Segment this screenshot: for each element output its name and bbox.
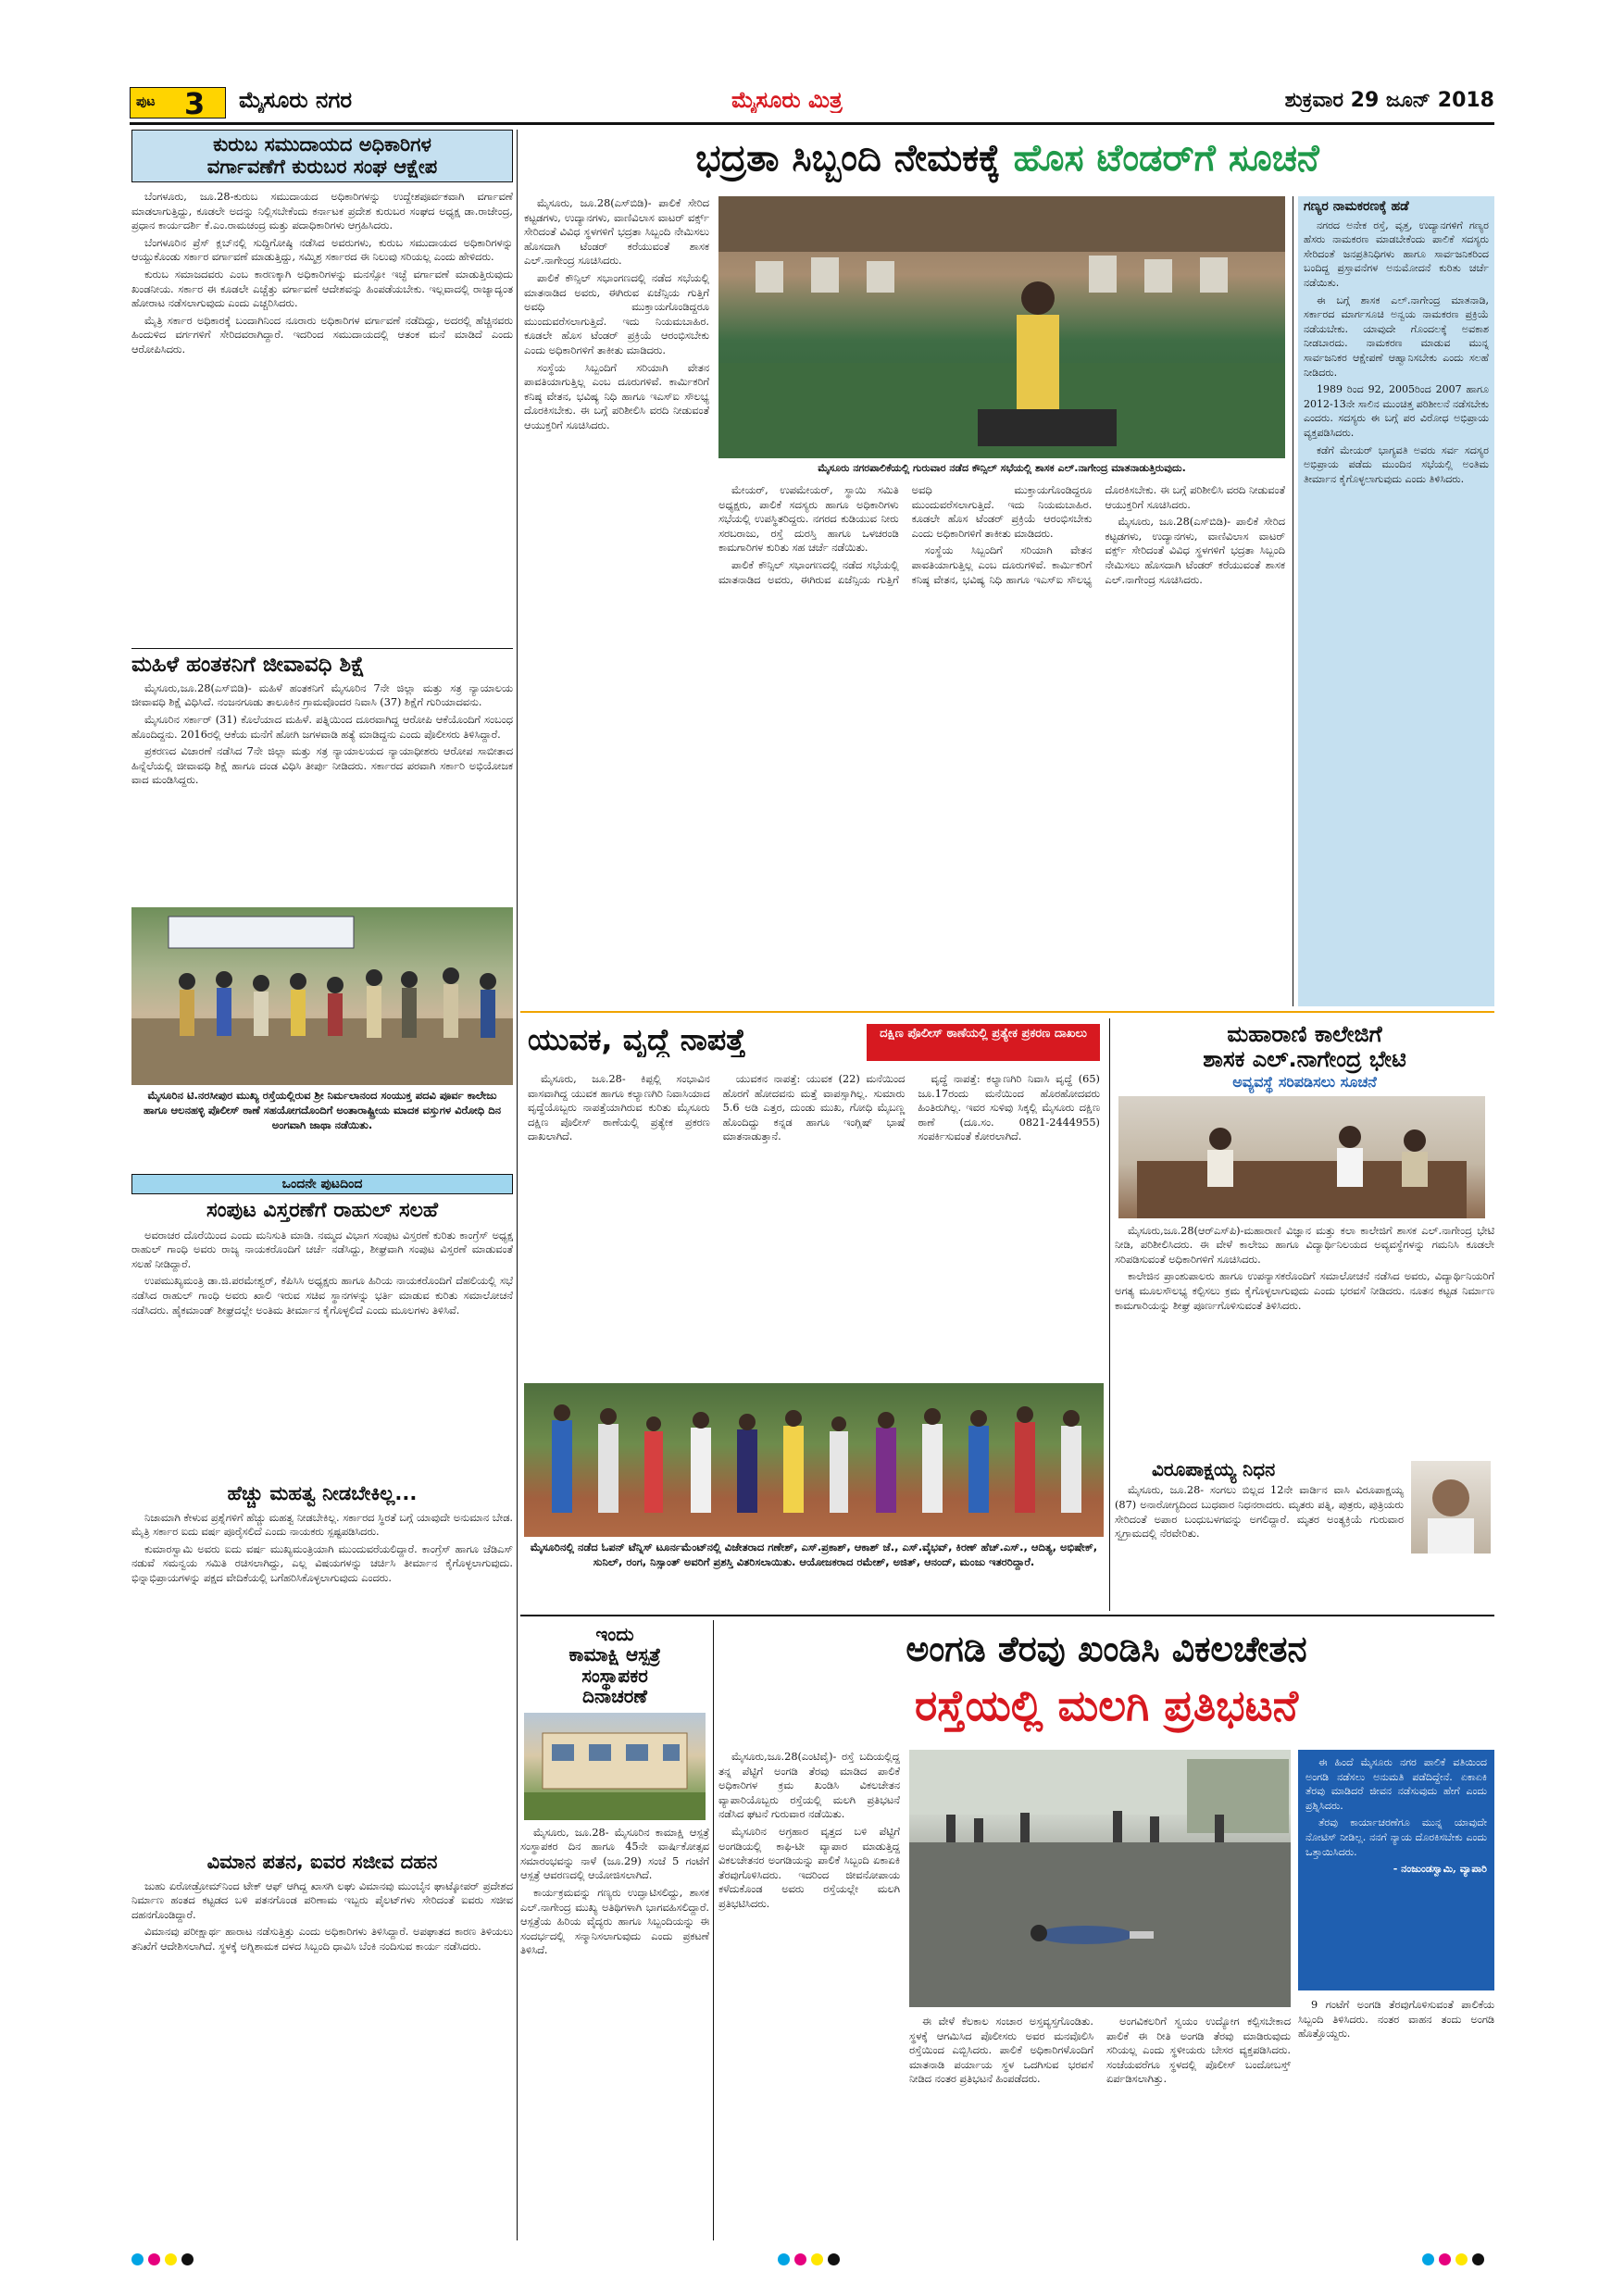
tender-headline-part2: ಹೊಸ ಟೆಂಡರ್‌ಗೆ ಸೂಚನೆ: [1013, 137, 1319, 180]
tennis-photo: [524, 1383, 1104, 1537]
protest-photo: [909, 1750, 1291, 2007]
rahul-story: [131, 1198, 513, 1476]
plane-headline: ವಿಮಾನ ಪತನ, ಐವರ ಸಜೀವ ದಹನ: [206, 1851, 438, 1873]
continued-label: ಒಂದನೇ ಪುಟದಿಂದ: [131, 1174, 513, 1194]
ganyara-headline: ಗಣ್ಯರ ನಾಮಕರಣಕ್ಕೆ ಹಡೆ: [1304, 199, 1409, 214]
registration-marks-right: [1422, 2252, 1496, 2268]
masthead: [130, 87, 1494, 119]
importance-headline: ಹೆಚ್ಚು ಮಹತ್ವ ನೀಡಬೇಕಿಲ್ಲ...: [227, 1482, 418, 1504]
obituary-story: [1115, 1455, 1494, 1609]
importance-body: ನಿಜಾಮಾಗಿ ಕೇಳುವ ಪ್ರಶ್ನೆಗಳಿಗೆ ಹೆಚ್ಚು ಮಹತ್ವ ನೀಡಬೇಕಿಲ್ಲ. ಸರ್ಕಾರದ ಸ್ಥಿರತೆ ಬಗ್ಗೆ ಯಾವುದೇ ಅನುಮಾನ ಬೇಡ. ಮೈತ್ರಿ ಸರ್ಕಾರ ಐದು ವರ್ಷ ಪೂರೈಸಲಿದೆ ಎಂದು ನಾಯಕರು ಸ್ಪಷ್ಟಪಡಿಸಿದರು. ಕುಮಾರಸ್ವಾಮಿ ಅವರು ಐದು ವರ್ಷ ಮುಖ್ಯಮಂತ್ರಿಯಾಗಿ ಮುಂದುವರೆಯಲಿದ್ದಾರೆ. ಕಾಂಗ್ರೆಸ್ ಹಾಗೂ ಜೆಡಿಎಸ್ ನಡುವೆ ಸಮನ್ವಯ ಸಮಿತಿ ರಚಿಸಲಾಗಿದ್ದು, ಎಲ್ಲ ವಿಷಯಗಳನ್ನು ಚರ್ಚಿಸಿ ತೀರ್ಮಾನ ಕೈಗೊಳ್ಳಲಾಗುವುದು. ಭಿನ್ನಾಭಿಪ್ರಾಯಗಳನ್ನು ಪಕ್ಷದ ವೇದಿಕೆಯಲ್ಲಿ ಬಗೆಹರಿಸಿಕೊಳ್ಳಲಾಗುವುದು ಎಂದರು.: [131, 1511, 513, 1584]
maharani-body: ಮೈಸೂರು,ಜೂ.28(ಆರ್‌ಎಸ್‌ಪಿ)-ಮಹಾರಾಣಿ ವಿಜ್ಞಾನ ಮತ್ತು ಕಲಾ ಕಾಲೇಜಿಗೆ ಶಾಸಕ ಎಲ್.ನಾಗೇಂದ್ರ ಭೇಟಿ ನೀಡಿ, ಪರಿಶೀಲಿಸಿದರು. ಈ ವೇಳೆ ಕಾಲೇಜು ಹಾಗೂ ವಿದ್ಯಾರ್ಥಿನಿಲಯದ ಅವ್ಯವಸ್ಥೆಗಳನ್ನು ಗಮನಿಸಿ ಕೂಡಲೇ ಸರಿಪಡಿಸುವಂತೆ ಅಧಿಕಾರಿಗಳಿಗೆ ಸೂಚಿಸಿದರು. ಕಾಲೇಜಿನ ಪ್ರಾಂಶುಪಾಲರು ಹಾಗೂ ಉಪನ್ಯಾಸಕರೊಂದಿಗೆ ಸಮಾಲೋಚನೆ ನಡೆಸಿದ ಅವರು, ವಿದ್ಯಾರ್ಥಿನಿಯರಿಗೆ ಅಗತ್ಯ ಮೂಲಸೌಲಭ್ಯ ಕಲ್ಪಿಸಲು ಕ್ರಮ ಕೈಗೊಳ್ಳಲಾಗುವುದು ಎಂದು ಭರವಸೆ ನೀಡಿದರು. ನೂತನ ಕಟ್ಟಡ ನಿರ್ಮಾಣ ಕಾಮಗಾರಿಯನ್ನು ಶೀಘ್ರ ಪೂರ್ಣಗೊಳಿಸುವಂತೆ ತಿಳಿಸಿದರು.: [1115, 1224, 1494, 1312]
obituary-portrait-illustration: [1411, 1461, 1491, 1554]
obituary-headline: ವಿರೂಪಾಕ್ಷಯ್ಯ ನಿಧನ: [1152, 1458, 1276, 1480]
protest-headline: ಅಂಗಡಿ ತೆರವು ಖಂಡಿಸಿ ವಿಕಲಚೇತನ ರಸ್ತೆಯಲ್ಲಿ ಮಲಗಿ ಪ್ರತಿಭಟನೆ: [906, 1628, 1307, 1730]
tennis-caption: ಮೈಸೂರಿನಲ್ಲಿ ನಡೆದ ಓಪನ್ ಟೆನ್ನಿಸ್ ಟೂರ್ನಮೆಂಟ್‌ನಲ್ಲಿ ವಿಜೇತರಾದ ಗಣೇಶ್, ಎಸ್.ಪ್ರಕಾಶ್, ಆಕಾಶ್ ಜೆ., ಎಸ್.ವೈಭವ್, ಕಿರಣ್ ಹೆಚ್.ಎಸ್., ಆದಿತ್ಯ, ಅಭಿಷೇಕ್, ಸುನಿಲ್, ರಂಗ, ನಿಸ್ಸಾಂತ್ ಅವರಿಗೆ ಪ್ರಶಸ್ತಿ ವಿತರಿಸಲಾಯಿತು. ಆಯೋಜಕರಾದ ರಮೇಶ್, ಅಜಿತ್, ಆನಂದ್, ಮಂಜು ಇತರರಿದ್ದಾರೆ.: [530, 1541, 1098, 1568]
life-sentence-story: [131, 650, 513, 905]
left-column-divider: [517, 130, 518, 2240]
rahul-headline: ಸಂಪುಟ ವಿಸ್ತರಣೆಗೆ ರಾಹುಲ್ ಸಲಹೆ: [206, 1199, 438, 1222]
ganyara-body: ನಗರದ ಅನೇಕ ರಸ್ತೆ, ವೃತ್ತ, ಉದ್ಯಾನಗಳಿಗೆ ಗಣ್ಯರ ಹೆಸರು ನಾಮಕರಣ ಮಾಡಬೇಕೆಂದು ಪಾಲಿಕೆ ಸದಸ್ಯರು ಸೇರಿದಂತೆ ಜನಪ್ರತಿನಿಧಿಗಳು ಹಾಗೂ ಸಾರ್ವಜನಿಕರಿಂದ ಬಂದಿದ್ದ ಪ್ರಸ್ತಾವನೆಗಳ ಅನುಮೋದನೆ ಕುರಿತು ಚರ್ಚೆ ನಡೆಯಿತು. ಈ ಬಗ್ಗೆ ಶಾಸಕ ಎಲ್.ನಾಗೇಂದ್ರ ಮಾತನಾಡಿ, ಸರ್ಕಾರದ ಮಾರ್ಗಸೂಚಿ ಅನ್ವಯ ನಾಮಕರಣ ಪ್ರಕ್ರಿಯೆ ನಡೆಯಬೇಕು. ಯಾವುದೇ ಗೊಂದಲಕ್ಕೆ ಅವಕಾಶ ನೀಡಬಾರದು. ನಾಮಕರಣ ಮಾಡುವ ಮುನ್ನ ಸಾರ್ವಜನಿಕರ ಆಕ್ಷೇಪಣೆ ಆಹ್ವಾನಿಸಬೇಕು ಎಂದು ಸಲಹೆ ನೀಡಿದರು. 1989 ರಿಂದ 92, 2005ರಿಂದ 2007 ಹಾಗೂ 2012-13ನೇ ಸಾಲಿನ ಮುಂಚಿತ್ತ ಪರಿಶೀಲನೆ ನಡೆಸಬೇಕು ಎಂದರು. ಸದಸ್ಯರು ಈ ಬಗ್ಗೆ ಪರ ವಿರೋಧ ಅಭಿಪ್ರಾಯ ವ್ಯಕ್ತಪಡಿಸಿದರು. ಕಡೆಗೆ ಮೇಯರ್ ಭಾಗ್ಯವತಿ ಅವರು ಸರ್ವ ಸದಸ್ಯರ ಅಭಿಪ್ರಾಯ ಪಡೆದು ಮುಂದಿನ ಸಭೆಯಲ್ಲಿ ಅಂತಿಮ ತೀರ್ಮಾನ ಕೈಗೊಳ್ಳಲಾಗುವುದು ಎಂದು ತಿಳಿಸಿದರು.: [1304, 218, 1489, 485]
ganyara-story: [1298, 196, 1494, 1006]
life-sentence-body: ಮೈಸೂರು,ಜೂ.28(ಎಸ್‌ಬಿಡಿ)- ಮಹಿಳೆ ಹಂತಕನಿಗೆ ಮೈಸೂರಿನ 7ನೇ ಜಿಲ್ಲಾ ಮತ್ತು ಸತ್ರ ನ್ಯಾಯಾಲಯ ಜೀವಾವಧಿ ಶಿಕ್ಷೆ ವಿಧಿಸಿದೆ. ನಂಜನಗೂಡು ತಾಲೂಕಿನ ಗ್ರಾಮವೊಂದರ ನಿವಾಸಿ (37) ಶಿಕ್ಷೆಗೆ ಗುರಿಯಾದವನು. ಮೈಸೂರಿನ ಸರ್ಕಾರ್ (31) ಕೊಲೆಯಾದ ಮಹಿಳೆ. ಪತ್ನಿಯಿಂದ ದೂರವಾಗಿದ್ದ ಆರೋಪಿ ಆಕೆಯೊಂದಿಗೆ ಸಂಬಂಧ ಹೊಂದಿದ್ದನು. 2016ರಲ್ಲಿ ಆಕೆಯ ಮನೆಗೆ ಹೋಗಿ ಜಗಳವಾಡಿ ಹತ್ಯೆ ಮಾಡಿದ್ದನು ಎಂದು ಪೊಲೀಸರು ತಿಳಿಸಿದ್ದಾರೆ. ಪ್ರಕರಣದ ವಿಚಾರಣೆ ನಡೆಸಿದ 7ನೇ ಜಿಲ್ಲಾ ಮತ್ತು ಸತ್ರ ನ್ಯಾಯಾಲಯದ ನ್ಯಾಯಾಧೀಶರು ಆರೋಪ ಸಾಬೀತಾದ ಹಿನ್ನೆಲೆಯಲ್ಲಿ ಜೀವಾವಧಿ ಶಿಕ್ಷೆ ಹಾಗೂ ದಂಡ ವಿಧಿಸಿ ತೀರ್ಪು ನೀಡಿದರು. ಸರ್ಕಾರದ ಪರವಾಗಿ ಸರ್ಕಾರಿ ಅಭಿಯೋಜಕ ವಾದ ಮಂಡಿಸಿದ್ದರು.: [131, 681, 513, 787]
rally-photo-illustration: [131, 907, 513, 1085]
bottom-section-rule: [520, 1615, 1494, 1616]
logo: ಮೈಸೂರು ಮಿತ್ರ: [731, 87, 843, 113]
maharani-headline: ಮಹಾರಾಣಿ ಕಾಲೇಜಿಗೆ ಶಾಸಕ ಎಲ್.ನಾಗೇಂದ್ರ ಭೇಟಿ: [1203, 1021, 1406, 1072]
right-mid-divider: [1109, 1018, 1110, 1611]
rally-photo: [131, 907, 513, 1085]
kamakshi-story: [520, 1620, 709, 2240]
tender-body-left: ಮೈಸೂರು, ಜೂ.28(ಎಸ್‌ಬಿಡಿ)- ಪಾಲಿಕೆ ಸೇರಿದ ಕಟ್ಟಡಗಳು, ಉದ್ಯಾನಗಳು, ವಾಣಿವಿಲಾಸ ವಾಟರ್ ವರ್ಕ್ಸ್ ಸೇರಿದಂತೆ ವಿವಿಧ ಸ್ಥಳಗಳಿಗೆ ಭದ್ರತಾ ಸಿಬ್ಬಂದಿ ನೇಮಿಸಲು ಹೊಸದಾಗಿ ಟೆಂಡರ್ ಕರೆಯುವಂತೆ ಶಾಸಕ ಎಲ್.ನಾಗೇಂದ್ರ ಸೂಚಿಸಿದರು. ಪಾಲಿಕೆ ಕೌನ್ಸಿಲ್ ಸಭಾಂಗಣದಲ್ಲಿ ನಡೆದ ಸಭೆಯಲ್ಲಿ ಮಾತನಾಡಿದ ಅವರು, ಈಗಿರುವ ಏಜೆನ್ಸಿಯ ಗುತ್ತಿಗೆ ಅವಧಿ ಮುಕ್ತಾಯಗೊಂಡಿದ್ದರೂ ಮುಂದುವರೆಸಲಾಗುತ್ತಿದೆ. ಇದು ನಿಯಮಬಾಹಿರ. ಕೂಡಲೇ ಹೊಸ ಟೆಂಡರ್ ಪ್ರಕ್ರಿಯೆ ಆರಂಭಿಸಬೇಕು ಎಂದು ಅಧಿಕಾರಿಗಳಿಗೆ ತಾಕೀತು ಮಾಡಿದರು. ಸಂಸ್ಥೆಯ ಸಿಬ್ಬಂದಿಗೆ ಸರಿಯಾಗಿ ವೇತನ ಪಾವತಿಯಾಗುತ್ತಿಲ್ಲ ಎಂಬ ದೂರುಗಳಿವೆ. ಕಾರ್ಮಿಕರಿಗೆ ಕನಿಷ್ಠ ವೇತನ, ಭವಿಷ್ಯ ನಿಧಿ ಹಾಗೂ ಇಎಸ್‌ಐ ಸೌಲಭ್ಯ ದೊರಕಿಸಬೇಕು. ಈ ಬಗ್ಗೆ ಪರಿಶೀಲಿಸಿ ವರದಿ ನೀಡುವಂತೆ ಆಯುಕ್ತರಿಗೆ ಸೂಚಿಸಿದರು.: [524, 197, 709, 431]
kamakshi-photo-illustration: [524, 1713, 706, 1820]
council-photo: [718, 196, 1285, 458]
council-photo-illustration: [718, 196, 1285, 458]
maharani-subhead: ಅವ್ಯವಸ್ಥೆ ಸರಿಪಡಿಸಲು ಸೂಚನೆ: [1232, 1072, 1377, 1091]
section-title: ಮೈಸೂರು ನಗರ: [239, 87, 353, 113]
tender-headline-part1: ಭದ್ರತಾ ಸಿಬ್ಬಂದಿ ನೇಮಕಕ್ಕೆ: [695, 137, 1001, 180]
obituary-portrait: [1411, 1461, 1491, 1554]
rally-caption: ಮೈಸೂರಿನ ಟಿ.ನರಸೀಪುರ ಮುಖ್ಯ ರಸ್ತೆಯಲ್ಲಿರುವ ಶ್ರೀ ನಿರ್ಮಲಾನಂದ ಸಂಯುಕ್ತ ಪದವಿ ಪೂರ್ವ ಕಾಲೇಜು ಹಾಗೂ ಆಲನಹಳ್ಳಿ ಪೊಲೀಸ್ ಠಾಣೆ ಸಹಯೋಗದೊಂದಿಗೆ ಅಂತಾರಾಷ್ಟ್ರೀಯ ಮಾದಕ ವಸ್ತುಗಳ ವಿರೋಧಿ ದಿನ ಅಂಗವಾಗಿ ಜಾಥಾ ನಡೆಯಿತು.: [143, 1089, 502, 1131]
council-caption: ಮೈಸೂರು ನಗರಪಾಲಿಕೆಯಲ್ಲಿ ಗುರುವಾರ ನಡೆದ ಕೌನ್ಸಿಲ್ ಸಭೆಯಲ್ಲಿ ಶಾಸಕ ಎಲ್.ನಾಗೇಂದ್ರ ಮಾತನಾಡುತ್ತಿರುವುದು.: [818, 462, 1186, 474]
protest-sidebar: [1298, 1750, 1494, 2236]
obituary-body: ಮೈಸೂರು, ಜೂ.28- ಸಂಗಲು ಬಿಲ್ಲದ 12ನೇ ವಾರ್ಡಿನ ವಾಸಿ ವಿರೂಪಾಕ್ಷಯ್ಯ (87) ಅನಾರೋಗ್ಯದಿಂದ ಬುಧವಾರ ನಿಧನರಾದರು. ಮೃತರು ಪತ್ನಿ, ಪುತ್ರರು, ಪುತ್ರಿಯರು ಸೇರಿದಂತೆ ಅಪಾರ ಬಂಧುಬಳಗವನ್ನು ಅಗಲಿದ್ದಾರೆ. ಮೃತರ ಅಂತ್ಯಕ್ರಿಯೆ ಗುರುವಾರ ಸ್ವಗ್ರಾಮದಲ್ಲಿ ನೆರವೇರಿತು.: [1115, 1484, 1404, 1541]
page-label-box: [130, 87, 226, 119]
maharani-photo-illustration: [1118, 1096, 1485, 1218]
page-number: 3: [184, 87, 206, 119]
protest-sidebar-body: 9 ಗಂಟೆಗೆ ಅಂಗಡಿ ತೆರವುಗೊಳಿಸುವಂತೆ ಪಾಲಿಕೆಯ ಸಿಬ್ಬಂದಿ ತಿಳಿಸಿದರು. ನಂತರ ವಾಹನ ತಂದು ಅಂಗಡಿ ಹೊತ್ತೊಯ್ದರು.: [1298, 1999, 1494, 2040]
rahul-body: ಅವರಾಚರ ದೊರೆಯಿಂದ ಎಂದು ಮನಿಸುತಿ ಮಾಡಿ. ನಮ್ಮದ ವಿಭಾಗ ಸಂಪುಟ ವಿಸ್ತರಣೆ ಕುರಿತು ಕಾಂಗ್ರೆಸ್ ಅಧ್ಯಕ್ಷ ರಾಹುಲ್ ಗಾಂಧಿ ಅವರು ರಾಜ್ಯ ನಾಯಕರೊಂದಿಗೆ ಚರ್ಚೆ ನಡೆಸಿದ್ದು, ಶೀಘ್ರವಾಗಿ ಸಂಪುಟ ವಿಸ್ತರಣೆ ಮಾಡುವಂತೆ ಸಲಹೆ ನೀಡಿದ್ದಾರೆ. ಉಪಮುಖ್ಯಮಂತ್ರಿ ಡಾ.ಜಿ.ಪರಮೇಶ್ವರ್, ಕೆಪಿಸಿಸಿ ಅಧ್ಯಕ್ಷರು ಹಾಗೂ ಹಿರಿಯ ನಾಯಕರೊಂದಿಗೆ ದೆಹಲಿಯಲ್ಲಿ ಸಭೆ ನಡೆಸಿದ ರಾಹುಲ್ ಗಾಂಧಿ ಅವರು ಖಾಲಿ ಇರುವ ಸಚಿವ ಸ್ಥಾನಗಳನ್ನು ಭರ್ತಿ ಮಾಡುವ ಕುರಿತು ಸಮಾಲೋಚನೆ ನಡೆಸಿದರು. ಹೈಕಮಾಂಡ್ ಶೀಘ್ರದಲ್ಲೇ ಅಂತಿಮ ತೀರ್ಮಾನ ಕೈಗೊಳ್ಳಲಿದೆ ಎಂದು ಮೂಲಗಳು ತಿಳಿಸಿವೆ.: [131, 1229, 513, 1316]
plane-story: [131, 1850, 513, 2239]
missing-tag: ದಕ್ಷಿಣ ಪೊಲೀಸ್ ಠಾಣೆಯಲ್ಲಿ ಪ್ರತ್ಯೇಕ ಪ್ರಕರಣ ದಾಖಲು: [867, 1024, 1100, 1061]
kuruba-body: ಬೆಂಗಳೂರು, ಜೂ.28-ಕುರುಬ ಸಮುದಾಯದ ಅಧಿಕಾರಿಗಳನ್ನು ಉದ್ದೇಶಪೂರ್ವಕವಾಗಿ ವರ್ಗಾವಣೆ ಮಾಡಲಾಗುತ್ತಿದ್ದು, ಕೂಡಲೇ ಅದನ್ನು ನಿಲ್ಲಿಸಬೇಕೆಂದು ಕರ್ನಾಟಕ ಪ್ರದೇಶ ಕುರುಬರ ಸಂಘದ ಅಧ್ಯಕ್ಷ ಡಾ.ರಾಜೇಂದ್ರ, ಪ್ರಧಾನ ಕಾರ್ಯದರ್ಶಿ ಕೆ.ಎಂ.ರಾಮಚಂದ್ರ ಮತ್ತು ಪದಾಧಿಕಾರಿಗಳು ಆಗ್ರಹಿಸಿದರು. ಬೆಂಗಳೂರಿನ ಪ್ರೆಸ್ ಕ್ಲಬ್‌ನಲ್ಲಿ ಸುದ್ದಿಗೋಷ್ಠಿ ನಡೆಸಿದ ಅವರುಗಳು, ಕುರುಬ ಸಮುದಾಯದ ಅಧಿಕಾರಿಗಳನ್ನು ಆಯ್ದುಕೊಂಡು ಸರ್ಕಾರ ವರ್ಗಾವಣೆ ಮಾಡುತ್ತಿದ್ದು, ಸಮ್ಮಿಶ್ರ ಸರ್ಕಾರದ ಈ ನಿಲುವು ಸರಿಯಲ್ಲ ಎಂದು ಹೇಳಿದರು. ಕುರುಬ ಸಮಾಜದವರು ಎಂಬ ಕಾರಣಕ್ಕಾಗಿ ಅಧಿಕಾರಿಗಳನ್ನು ಮನಸ್ಸೋ ಇಚ್ಛೆ ವರ್ಗಾವಣೆ ಮಾಡುತ್ತಿರುವುದು ಖಂಡನೀಯ. ಸರ್ಕಾರ ಈ ಕೂಡಲೇ ಎಚ್ಚೆತ್ತು ವರ್ಗಾವಣೆ ಆದೇಶವನ್ನು ಹಿಂಪಡೆಯಬೇಕು. ಇಲ್ಲವಾದಲ್ಲಿ ರಾಜ್ಯಾದ್ಯಂತ ಹೋರಾಟ ನಡೆಸಲಾಗುವುದು ಎಂದು ಎಚ್ಚರಿಸಿದರು. ಮೈತ್ರಿ ಸರ್ಕಾರ ಅಧಿಕಾರಕ್ಕೆ ಬಂದಾಗಿನಿಂದ ನೂರಾರು ಅಧಿಕಾರಿಗಳ ವರ್ಗಾವಣೆ ನಡೆದಿದ್ದು, ಅದರಲ್ಲಿ ಹೆಚ್ಚಿನವರು ಹಿಂದುಳಿದ ವರ್ಗಗಳಿಗೆ ಸೇರಿದವರಾಗಿದ್ದಾರೆ. ಇದರಿಂದ ಸಮುದಾಯದಲ್ಲಿ ಆತಂಕ ಮನೆ ಮಾಡಿದೆ ಎಂದು ಆರೋಪಿಸಿದರು.: [131, 191, 513, 356]
protest-body-right: ಈ ವೇಳೆ ಕೆಲಕಾಲ ಸಂಚಾರ ಅಸ್ತವ್ಯಸ್ತಗೊಂಡಿತು. ಸ್ಥಳಕ್ಕೆ ಆಗಮಿಸಿದ ಪೊಲೀಸರು ಅವರ ಮನವೊಲಿಸಿ ರಸ್ತೆಯಿಂದ ಎಬ್ಬಿಸಿದರು. ಪಾಲಿಕೆ ಅಧಿಕಾರಿಗಳೊಂದಿಗೆ ಮಾತನಾಡಿ ಪರ್ಯಾಯ ಸ್ಥಳ ಒದಗಿಸುವ ಭರವಸೆ ನೀಡಿದ ನಂತರ ಪ್ರತಿಭಟನೆ ಹಿಂಪಡೆದರು. ಅಂಗವಿಕಲರಿಗೆ ಸ್ವಯಂ ಉದ್ಯೋಗ ಕಲ್ಪಿಸಬೇಕಾದ ಪಾಲಿಕೆ ಈ ರೀತಿ ಅಂಗಡಿ ತೆರವು ಮಾಡಿರುವುದು ಸರಿಯಲ್ಲ ಎಂದು ಸ್ಥಳೀಯರು ಬೇಸರ ವ್ಯಕ್ತಪಡಿಸಿದರು. ಸಂಜೆಯವರೆಗೂ ಸ್ಥಳದಲ್ಲಿ ಪೊಲೀಸ್ ಬಂದೋಬಸ್ತ್ ಏರ್ಪಡಿಸಲಾಗಿತ್ತು.: [909, 2015, 1291, 2086]
kamakshi-body: ಮೈಸೂರು, ಜೂ.28- ಮೈಸೂರಿನ ಕಾಮಾಕ್ಷಿ ಆಸ್ಪತ್ರೆ ಸಂಸ್ಥಾಪಕರ ದಿನ ಹಾಗೂ 45ನೇ ವಾರ್ಷಿಕೋತ್ಸವ ಸಮಾರಂಭವನ್ನು ನಾಳೆ (ಜೂ.29) ಸಂಜೆ 5 ಗಂಟೆಗೆ ಆಸ್ಪತ್ರೆ ಆವರಣದಲ್ಲಿ ಆಯೋಜಿಸಲಾಗಿದೆ. ಕಾರ್ಯಕ್ರಮವನ್ನು ಗಣ್ಯರು ಉದ್ಘಾಟಿಸಲಿದ್ದು, ಶಾಸಕ ಎಲ್.ನಾಗೇಂದ್ರ ಮುಖ್ಯ ಅತಿಥಿಗಳಾಗಿ ಭಾಗವಹಿಸಲಿದ್ದಾರೆ. ಆಸ್ಪತ್ರೆಯ ಹಿರಿಯ ವೈದ್ಯರು ಹಾಗೂ ಸಿಬ್ಬಂದಿಯನ್ನು ಈ ಸಂದರ್ಭದಲ್ಲಿ ಸನ್ಮಾನಿಸಲಾಗುವುದು ಎಂದು ಪ್ರಕಟಣೆ ತಿಳಿಸಿದೆ.: [520, 1826, 709, 1957]
protest-body-left: ಮೈಸೂರು,ಜೂ.28(ಎಂಟಿವೈ)- ರಸ್ತೆ ಬದಿಯಲ್ಲಿದ್ದ ತನ್ನ ಪೆಟ್ಟಿಗೆ ಅಂಗಡಿ ತೆರವು ಮಾಡಿದ ಪಾಲಿಕೆ ಅಧಿಕಾರಿಗಳ ಕ್ರಮ ಖಂಡಿಸಿ ವಿಕಲಚೇತನ ವ್ಯಾಪಾರಿಯೊಬ್ಬರು ರಸ್ತೆಯಲ್ಲಿ ಮಲಗಿ ಪ್ರತಿಭಟನೆ ನಡೆಸಿದ ಘಟನೆ ಗುರುವಾರ ನಡೆಯಿತು. ಮೈಸೂರಿನ ಅಗ್ರಹಾರ ವೃತ್ತದ ಬಳಿ ಪೆಟ್ಟಿಗೆ ಅಂಗಡಿಯಲ್ಲಿ ಕಾಫಿ-ಟೀ ವ್ಯಾಪಾರ ಮಾಡುತ್ತಿದ್ದ ವಿಕಲಚೇತನರ ಅಂಗಡಿಯನ್ನು ಪಾಲಿಕೆ ಸಿಬ್ಬಂದಿ ಏಕಾಏಕಿ ತೆರವುಗೊಳಿಸಿದರು. ಇದರಿಂದ ಜೀವನೋಪಾಯ ಕಳೆದುಕೊಂಡ ಅವರು ರಸ್ತೆಯಲ್ಲೇ ಮಲಗಿ ಪ್ರತಿಭಟಿಸಿದರು.: [718, 1751, 900, 1910]
kamakshi-photo: [524, 1713, 706, 1820]
protest-photo-illustration: [909, 1750, 1291, 2007]
missing-story: [520, 1018, 1106, 1379]
registration-marks-left: [131, 2252, 206, 2268]
kamakshi-divider: [713, 1620, 714, 2240]
tender-body-mid: ಮೇಯರ್, ಉಪಮೇಯರ್, ಸ್ಥಾಯಿ ಸಮಿತಿ ಅಧ್ಯಕ್ಷರು, ಪಾಲಿಕೆ ಸದಸ್ಯರು ಹಾಗೂ ಅಧಿಕಾರಿಗಳು ಸಭೆಯಲ್ಲಿ ಉಪಸ್ಥಿತರಿದ್ದರು. ನಗರದ ಕುಡಿಯುವ ನೀರು ಸರಬರಾಜು, ರಸ್ತೆ ದುರಸ್ತಿ ಹಾಗೂ ಒಳಚರಂಡಿ ಕಾಮಗಾರಿಗಳ ಕುರಿತು ಸಹ ಚರ್ಚೆ ನಡೆಯಿತು. ಪಾಲಿಕೆ ಕೌನ್ಸಿಲ್ ಸಭಾಂಗಣದಲ್ಲಿ ನಡೆದ ಸಭೆಯಲ್ಲಿ ಮಾತನಾಡಿದ ಅವರು, ಈಗಿರುವ ಏಜೆನ್ಸಿಯ ಗುತ್ತಿಗೆ ಅವಧಿ ಮುಕ್ತಾಯಗೊಂಡಿದ್ದರೂ ಮುಂದುವರೆಸಲಾಗುತ್ತಿದೆ. ಇದು ನಿಯಮಬಾಹಿರ. ಕೂಡಲೇ ಹೊಸ ಟೆಂಡರ್ ಪ್ರಕ್ರಿಯೆ ಆರಂಭಿಸಬೇಕು ಎಂದು ಅಧಿಕಾರಿಗಳಿಗೆ ತಾಕೀತು ಮಾಡಿದರು. ಸಂಸ್ಥೆಯ ಸಿಬ್ಬಂದಿಗೆ ಸರಿಯಾಗಿ ವೇತನ ಪಾವತಿಯಾಗುತ್ತಿಲ್ಲ ಎಂಬ ದೂರುಗಳಿವೆ. ಕಾರ್ಮಿಕರಿಗೆ ಕನಿಷ್ಠ ವೇತನ, ಭವಿಷ್ಯ ನಿಧಿ ಹಾಗೂ ಇಎಸ್‌ಐ ಸೌಲಭ್ಯ ದೊರಕಿಸಬೇಕು. ಈ ಬಗ್ಗೆ ಪರಿಶೀಲಿಸಿ ವರದಿ ನೀಡುವಂತೆ ಆಯುಕ್ತರಿಗೆ ಸೂಚಿಸಿದರು. ಮೈಸೂರು, ಜೂ.28(ಎಸ್‌ಬಿಡಿ)- ಪಾಲಿಕೆ ಸೇರಿದ ಕಟ್ಟಡಗಳು, ಉದ್ಯಾನಗಳು, ವಾಣಿವಿಲಾಸ ವಾಟರ್ ವರ್ಕ್ಸ್ ಸೇರಿದಂತೆ ವಿವಿಧ ಸ್ಥಳಗಳಿಗೆ ಭದ್ರತಾ ಸಿಬ್ಬಂದಿ ನೇಮಿಸಲು ಹೊಸದಾಗಿ ಟೆಂಡರ್ ಕರೆಯುವಂತೆ ಶಾಸಕ ಎಲ್.ನಾಗೇಂದ್ರ ಸೂಚಿಸಿದರು.: [718, 484, 1285, 586]
maharani-story: [1115, 1018, 1494, 1452]
plane-body: ಜುಹು ಏರೋಡ್ರೋಮ್‌ನಿಂದ ಟೇಕ್ ಆಫ್ ಆಗಿದ್ದ ಖಾಸಗಿ ಲಘು ವಿಮಾನವು ಮುಂಬೈನ ಘಾಟ್ಕೋಪರ್ ಪ್ರದೇಶದ ನಿರ್ಮಾಣ ಹಂತದ ಕಟ್ಟಡದ ಬಳಿ ಪತನಗೊಂಡ ಪರಿಣಾಮ ಇಬ್ಬರು ಪೈಲಟ್‌ಗಳು ಸೇರಿದಂತೆ ಐವರು ಸಜೀವ ದಹನಗೊಂಡಿದ್ದಾರೆ. ವಿಮಾನವು ಪರೀಕ್ಷಾರ್ಥ ಹಾರಾಟ ನಡೆಸುತ್ತಿತ್ತು ಎಂದು ಅಧಿಕಾರಿಗಳು ತಿಳಿಸಿದ್ದಾರೆ. ಅಪಘಾತದ ಕಾರಣ ತಿಳಿಯಲು ತನಿಖೆಗೆ ಆದೇಶಿಸಲಾಗಿದೆ. ಸ್ಥಳಕ್ಕೆ ಅಗ್ನಿಶಾಮಕ ದಳದ ಸಿಬ್ಬಂದಿ ಧಾವಿಸಿ ಬೆಂಕಿ ನಂದಿಸುವ ಕಾರ್ಯ ನಡೆಸಿದರು.: [131, 1879, 513, 1953]
tender-headline: [520, 130, 1494, 191]
life-sentence-headline: ಮಹಿಳೆ ಹಂತಕನಿಗೆ ಜೀವಾವಧಿ ಶಿಕ್ಷೆ: [131, 653, 365, 677]
kuruba-headline: ಕುರುಬ ಸಮುದಾಯದ ಅಧಿಕಾರಿಗಳ ವರ್ಗಾವಣೆಗೆ ಕುರುಬರ ಸಂಘ ಆಕ್ಷೇಪ: [131, 130, 513, 182]
missing-body: ಮೈಸೂರು, ಜೂ.28- ಕಿಪ್ಪಲ್ಲಿ ಸಂಭಾವಿನ ವಾಸವಾಗಿದ್ದ ಯುವಕ ಹಾಗೂ ಕಲ್ಯಾಣಗಿರಿ ನಿವಾಸಿಯಾದ ವೃದ್ಧೆಯೊಬ್ಬರು ನಾಪತ್ತೆಯಾಗಿರುವ ಕುರಿತು ಮೈಸೂರು ದಕ್ಷಿಣ ಪೊಲೀಸ್ ಠಾಣೆಯಲ್ಲಿ ಪ್ರತ್ಯೇಕ ಪ್ರಕರಣ ದಾಖಲಾಗಿದೆ. ಯುವಕನ ನಾಪತ್ತೆ: ಯುವಕ (22) ಮನೆಯಿಂದ ಹೊರಗೆ ಹೋದವನು ಮತ್ತೆ ವಾಪಸ್ಸಾಗಿಲ್ಲ. ಸುಮಾರು 5.6 ಅಡಿ ಎತ್ತರ, ದುಂಡು ಮುಖ, ಗೋಧಿ ಮೈಬಣ್ಣ ಹೊಂದಿದ್ದು ಕನ್ನಡ ಹಾಗೂ ಇಂಗ್ಲಿಷ್ ಭಾಷೆ ಮಾತನಾಡುತ್ತಾನೆ. ವೃದ್ಧೆ ನಾಪತ್ತೆ: ಕಲ್ಯಾಣಗಿರಿ ನಿವಾಸಿ ವೃದ್ಧೆ (65) ಜೂ.17ರಂದು ಮನೆಯಿಂದ ಹೊರಹೋದವರು ಹಿಂತಿರುಗಿಲ್ಲ. ಇವರ ಸುಳಿವು ಸಿಕ್ಕಲ್ಲಿ ಮೈಸೂರು ದಕ್ಷಿಣ ಠಾಣೆ (ದೂ.ಸಂ. 0821-2444955) ಸಂಪರ್ಕಿಸುವಂತೆ ಕೋರಲಾಗಿದೆ.: [528, 1073, 1100, 1143]
tennis-photo-illustration: [524, 1383, 1104, 1537]
registration-marks-center: [778, 2252, 852, 2268]
maharani-photo: [1118, 1096, 1485, 1218]
missing-headline: ಯುವಕ, ವೃದ್ಧೆ ನಾಪತ್ತೆ: [528, 1024, 746, 1057]
kamakshi-headline: ಇಂದು ಕಾಮಾಕ್ಷಿ ಆಸ್ಪತ್ರೆ ಸಂಸ್ಥಾಪಕರ ದಿನಾಚರಣೆ: [568, 1623, 661, 1708]
page-word: ಪುಟ: [136, 94, 156, 109]
protest-quote-box: ಈ ಹಿಂದೆ ಮೈಸೂರು ನಗರ ಪಾಲಿಕೆ ವತಿಯಿಂದ ಅಂಗಡಿ ನಡೆಸಲು ಅನುಮತಿ ಪಡೆದಿದ್ದೇನೆ. ಏಕಾಏಕಿ ತೆರವು ಮಾಡಿದರೆ ಜೀವನ ನಡೆಸುವುದು ಹೇಗೆ ಎಂದು ಪ್ರಶ್ನಿಸಿದರು. ತೆರವು ಕಾರ್ಯಾಚರಣೆಗೂ ಮುನ್ನ ಯಾವುದೇ ನೋಟಿಸ್ ನೀಡಿಲ್ಲ. ನನಗೆ ನ್ಯಾಯ ದೊರಕಿಸಬೇಕು ಎಂದು ಒತ್ತಾಯಿಸಿದರು. - ನಂಜುಂಡಸ್ವಾಮಿ, ವ್ಯಾಪಾರಿ: [1298, 1750, 1494, 1990]
issue-date: ಶುಕ್ರವಾರ 29 ಜೂನ್ 2018: [1284, 89, 1494, 112]
rule-left-1: [131, 648, 513, 649]
tender-bottom-rule: [520, 1011, 1494, 1013]
importance-story: [131, 1481, 513, 1847]
masthead-rule: [130, 122, 1494, 125]
